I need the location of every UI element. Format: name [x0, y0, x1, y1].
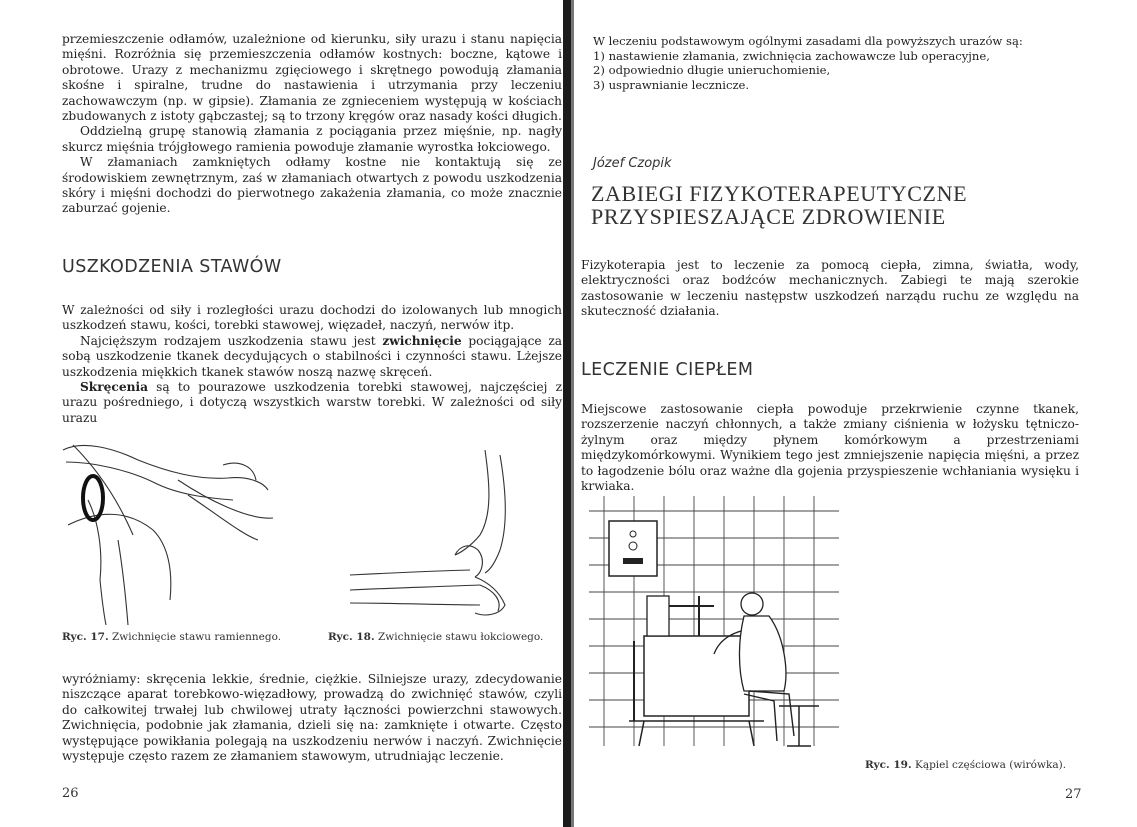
heading-joint-injuries: USZKODZENIA STAWÓW	[62, 257, 282, 277]
paragraph-physiotherapy: Fizykoterapia jest to leczenie za pomocą ciepła, zimna, światła, wody, elektryczności oraz bodźców mechanicznych. Zabiegi te mają szerokie zastosowanie w leczeniu następstw uszkodzeń narządu ruchu ze względu na skuteczność działania.	[581, 258, 1079, 319]
chapter-title-line1: ZABIEGI FIZYKOTERAPEUTYCZNE	[591, 181, 968, 206]
page-number-right: 27	[1065, 787, 1082, 802]
treatment-intro: W leczeniu podstawowym ogólnymi zasadami dla powyższych urazów są:	[593, 34, 1023, 48]
chapter-title-line2: PRZYSPIESZAJĄCE ZDROWIENIE	[591, 204, 946, 229]
list-item: 3) usprawnianie lecznicze.	[593, 77, 750, 92]
paragraph-heat-effects: Miejscowe zastosowanie ciepła powoduje przekrwienie czynne tkanek, rozszerzenie naczyń chłonnych, a także zmiany ciśnienia w łożysku tętniczo-żylnym oraz między płynem komórkowym a przestrzeniami międzykomórkowymi. Wynikiem tego jest zmniejszenie napięcia mięśni, a przez to łagodzenie bólu oraz ważne dla gojenia przyspieszenie wchłaniania wysięku i krwiaka.	[581, 402, 1079, 494]
list-item: 1) nastawienie złamania, zwichnięcia zachowawcze lub operacyjne,	[593, 48, 990, 63]
right-page	[573, 0, 1137, 827]
figure-18-caption: Ryc. 18. Zwichnięcie stawu łokciowego.	[328, 631, 544, 643]
left-body-mid	[62, 303, 562, 426]
shoulder-dislocation-illustration	[58, 440, 288, 625]
paragraph-dislocation: Najcięższym rodzajem uszkodzenia stawu jest zwichnięcie pociągające za sobą uszkodzenie tkanek decydujących o stabilności i czynności stawu. Lżejsze uszkodzenia miękkich tkanek stawów noszą nazwę skręceń.	[62, 333, 563, 379]
paragraph-sprain-degrees: wyróżniamy: skręcenia lekkie, średnie, ciężkie. Silniejsze urazy, zdecydowanie niszczące aparat torebkowo-więzadłowy, prowadzą do zwichnięć stawów, czyli do całkowitej trwałej lub chwilowej utraty łączności powierzchni stawowych. Zwichnięcia, podobnie jak złamania, dzieli się na: zamknięte i otwarte. Często występujące powikłania polegają na uszkodzeniu nerwów i naczyń. Zwichnięcie występuje często razem ze złamaniem stawowym, utrudniając leczenie.	[62, 672, 562, 764]
author-name: Józef Czopik	[593, 156, 672, 171]
book-gutter	[563, 0, 571, 827]
paragraph-closed-open: W złamaniach zamkniętych odłamy kostne nie kontaktują się ze środowiskiem zewnętrznym, zaś w złamaniach otwartych z powodu uszkodzenia skóry i mięśni dochodzi do pierwotnego zakażenia złamania, co może znacznie zaburzać gojenie.	[62, 155, 562, 216]
physiotherapy-intro	[581, 258, 1079, 320]
paragraph-muscle-traction: Oddzielną grupę stanowią złamania z pociągania przez mięśnie, np. nagły skurcz mięśnia trójgłowego ramienia powoduje złamanie wyrostka łokciowego.	[62, 124, 562, 154]
left-body-bottom	[62, 672, 562, 764]
figure-19-caption: Ryc. 19. Kąpiel częściowa (wirówka).	[865, 759, 1067, 771]
heat-treatment-body	[581, 402, 1079, 494]
left-page	[0, 0, 568, 827]
page-number-left: 26	[62, 786, 79, 801]
paragraph-fracture-displacement: przemieszczenie odłamów, uzależnione od kierunku, siły urazu i stanu napięcia mięśni. Rozróżnia się przemieszczenia odłamów kostnych: boczne, kątowe i obrotowe. Urazy z mechanizmu zgięciowego i skrętnego powodują złamania skośne i spiralne, trudne do nastawienia i utrzymania przy leczeniu zachowawczym (np. w gipsie). Złamania ze zgnieceniem występują w kościach zbudowanych z istoty gąbczastej; są to trzony kręgów oraz nasady kości długich.	[62, 32, 562, 124]
treatment-principles	[593, 34, 1093, 92]
whirlpool-bath-illustration	[589, 496, 839, 761]
elbow-dislocation-illustration	[330, 445, 530, 625]
left-body-top	[62, 32, 562, 217]
paragraph-joint-injury: W zależności od siły i rozległości urazu dochodzi do izolowanych lub mnogich uszkodzeń stawu, kości, torebki stawowej, więzadeł, naczyń, nerwów itp.	[62, 303, 562, 333]
paragraph-sprain: Skręcenia są to pourazowe uszkodzenia torebki stawowej, najczęściej z urazu pośredniego, i dotyczą wszystkich warstw torebki. W zależności od siły urazu	[62, 380, 562, 425]
list-item: 2) odpowiednio długie unieruchomienie,	[593, 63, 831, 77]
figure-17-caption: Ryc. 17. Zwichnięcie stawu ramiennego.	[62, 631, 282, 643]
heading-heat-treatment: LECZENIE CIEPŁEM	[581, 360, 754, 380]
